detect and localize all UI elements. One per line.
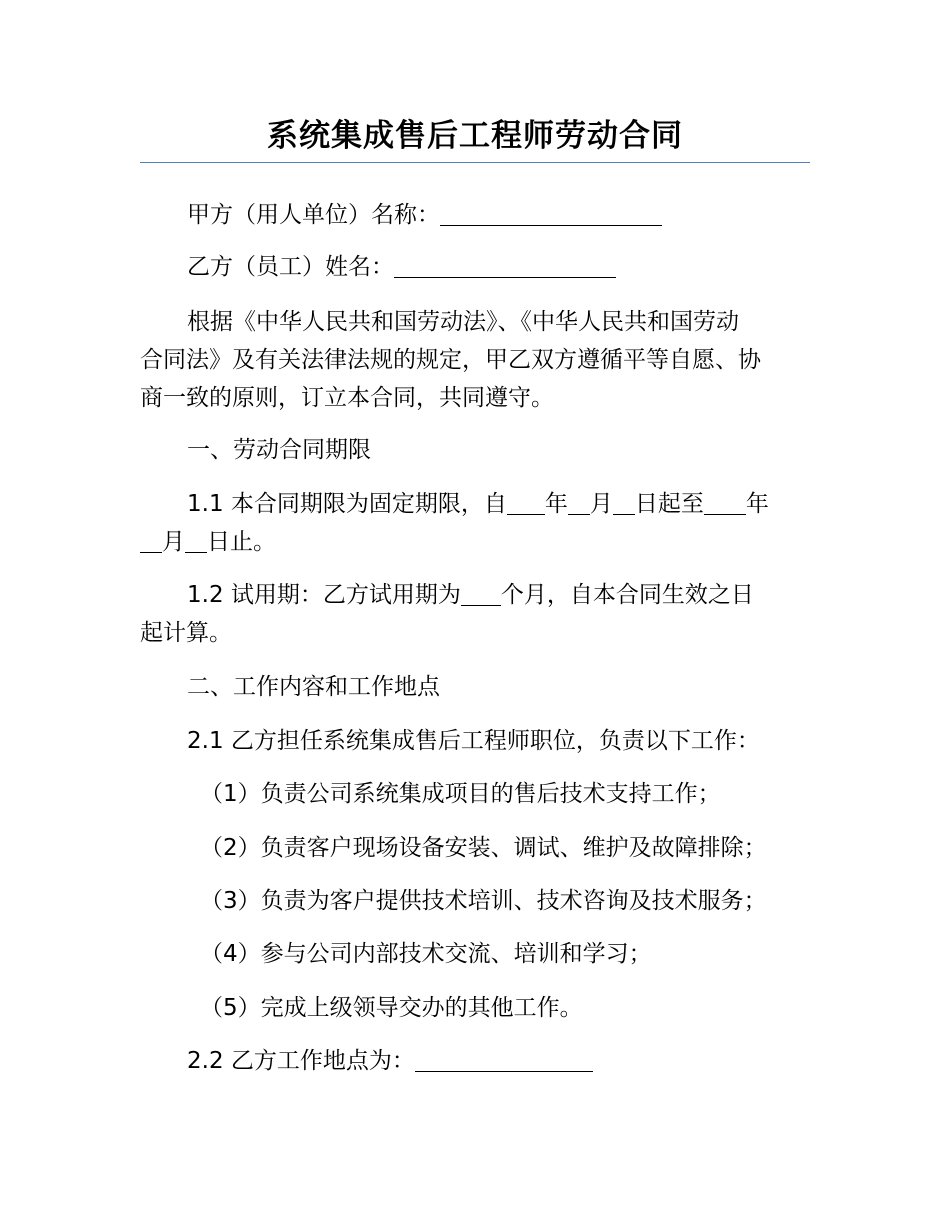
clause-1-1-text-d: 日起至 [634, 491, 704, 517]
preamble-line-1: 根据《中华人民共和国劳动法》、《中华人民共和国劳动 [187, 309, 739, 335]
clause-2-1: 2.1 乙方担任系统集成售后工程师职位，负责以下工作： [187, 728, 760, 754]
party-b-line [140, 248, 810, 286]
clause-2-2 [140, 1042, 810, 1080]
section-1-heading: 一、劳动合同期限 [187, 437, 371, 463]
clause-2-2-label: 2.2 乙方工作地点为： [187, 1048, 415, 1074]
clause-1-1-text-f: 月 [162, 529, 185, 555]
start-month-blank [568, 492, 590, 515]
clause-1-2-text-a: 1.2 试用期：乙方试用期为 [187, 582, 461, 608]
party-a-label: 甲方（用人单位）名称： [187, 202, 440, 228]
preamble-line-3: 商一致的原则，订立本合同，共同遵守。 [140, 385, 554, 411]
probation-months-blank [461, 583, 501, 606]
duty-item-5: （5）完成上级领导交办的其他工作。 [200, 995, 583, 1021]
party-a-line [140, 196, 810, 234]
clause-1-1-text-g: 日止。 [207, 529, 276, 555]
duty-item-3: （3）负责为客户提供技术培训、技术咨询及技术服务； [200, 888, 767, 914]
clause-1-2-text-c: 起计算。 [140, 620, 232, 646]
party-b-label: 乙方（员工）姓名： [187, 254, 394, 280]
clause-1-2-text-b: 个月，自本合同生效之日 [500, 582, 754, 608]
end-year-blank [704, 492, 746, 515]
preamble-paragraph [140, 303, 810, 417]
party-a-name-blank [440, 203, 662, 226]
party-b-name-blank [394, 255, 616, 278]
work-location-blank [415, 1049, 593, 1072]
preamble-line-2: 合同法》及有关法律法规的规定，甲乙双方遵循平等自愿、协 [140, 347, 761, 373]
clause-1-1-text-a: 1.1 本合同期限为固定期限，自 [187, 491, 507, 517]
document-title: 系统集成售后工程师劳动合同 [267, 118, 683, 154]
clause-1-1-text-c: 月 [589, 491, 613, 517]
title-underline [140, 162, 810, 163]
clause-1-2 [140, 576, 810, 652]
duty-item-4: （4）参与公司内部技术交流、培训和学习； [200, 941, 652, 967]
clause-1-1 [140, 485, 810, 561]
start-year-blank [507, 492, 545, 515]
clause-1-1-text-e: 年 [745, 491, 769, 517]
end-day-blank [185, 530, 207, 553]
end-month-blank [140, 530, 162, 553]
start-day-blank [613, 492, 635, 515]
duty-item-1: （1）负责公司系统集成项目的售后技术支持工作； [200, 781, 721, 807]
clause-1-1-text-b: 年 [544, 491, 568, 517]
section-2-heading: 二、工作内容和工作地点 [187, 674, 440, 700]
duty-item-2: （2）负责客户现场设备安装、调试、维护及故障排除； [200, 835, 767, 861]
